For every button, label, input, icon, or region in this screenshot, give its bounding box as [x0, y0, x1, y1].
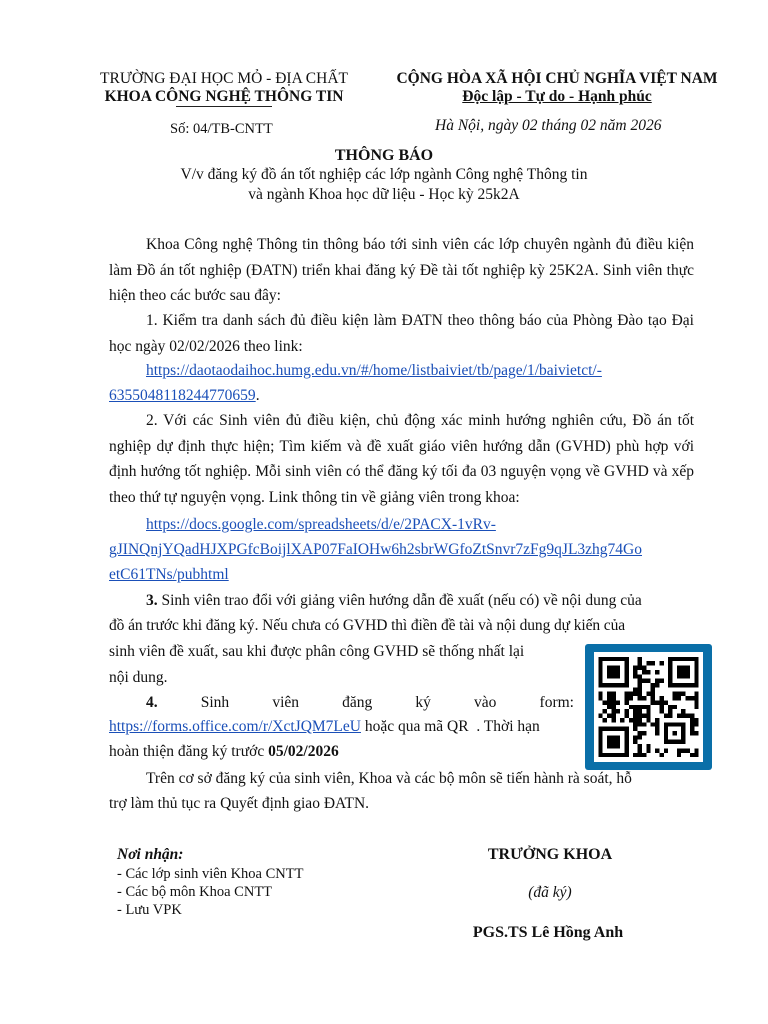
recipient-item: - Các bộ môn Khoa CNTT [117, 884, 273, 900]
step-1-link-continued[interactable]: 6355048118244770659 [109, 387, 256, 404]
notice-subject-line-1: V/v đăng ký đồ án tốt nghiệp các lớp ngành Công nghệ Thông tin [180, 166, 588, 183]
step-4-word: ký [415, 694, 431, 711]
step-4-number: 4. [146, 694, 158, 711]
recipient-item: - Các lớp sinh viên Khoa CNTT [117, 866, 304, 882]
step-3-line-1: Sinh viên trao đổi với giảng viên hướng dẫn đề xuất (nếu có) về nội dung của [161, 592, 642, 609]
notice-subject-line-2: và ngành Khoa học dữ liệu - Học kỳ 25k2A [248, 186, 520, 203]
step-4-line-1 [146, 694, 574, 712]
deadline-date: 05/02/2026 [268, 743, 339, 760]
intro-paragraph: Khoa Công nghệ Thông tin thông báo tới sinh viên các lớp chuyên ngành đủ điều kiện làm Đồ án tốt nghiệp (ĐATN) triển khai đăng ký Đề tài tốt nghiệp kỳ 25K2A. Sinh viên thực hiện theo các bước sau đây: [109, 236, 694, 304]
closing-line-2: trợ làm thủ tục ra Quyết định giao ĐATN. [109, 795, 370, 812]
step-4-qr-text: hoặc qua mã QR . Thời hạn [360, 718, 540, 735]
step-4-word: viên [272, 694, 299, 711]
step-4-word: Sinh [200, 694, 230, 711]
step-1-link[interactable]: https://daotaodaihoc.humg.edu.vn/#/home/listbaiviet/tb/page/1/baivietct/- [146, 362, 602, 379]
qr-code[interactable] [585, 644, 712, 770]
step-2-link-continued[interactable]: gJINQnjYQadHJXPGfcBoijlXAP07FaIOHw6h2sbrWGfoZtSnvr7zFg9qJL3zhg74Go [109, 541, 642, 558]
step-2-link[interactable]: https://docs.google.com/spreadsheets/d/e/2PACX-1vRv- [146, 516, 496, 533]
step-4-word: vào [474, 694, 497, 711]
closing-line-1: Trên cơ sở đăng ký của sinh viên, Khoa và các bộ môn sẽ tiến hành rà soát, hỗ [146, 770, 632, 787]
deadline-label: hoàn thiện đăng ký trước [109, 743, 269, 760]
university-name: TRƯỜNG ĐẠI HỌC MỎ - ĐỊA CHẤT [100, 70, 348, 87]
step-3-line-4: nội dung. [109, 669, 168, 686]
recipients-heading: Nơi nhận: [117, 846, 184, 863]
step-3-line-3: sinh viên đề xuất, sau khi được phân công GVHD sẽ thống nhất lại [109, 643, 525, 660]
step-2-link-end[interactable]: etC61TNs/pubhtml [109, 566, 229, 583]
signer-name: PGS.TS Lê Hồng Anh [472, 924, 624, 941]
step-2-text: 2. Với các Sinh viên đủ điều kiện, chủ động xác minh hướng nghiên cứu, Đồ án tốt nghiệp dự định thực hiện; Tìm kiếm và đề xuất giáo viên hướng dẫn (GVHD) phù hợp với định hướng tốt nghiệp. Mỗi sinh viên có thể đăng ký tối đa 03 nguyện vọng về GVHD và xếp theo thứ tự nguyện vọng. Link thông tin về giảng viên trong khoa: [109, 412, 694, 506]
form-link[interactable]: https://forms.office.com/r/XctJQM7LeU [109, 718, 361, 735]
signature-status: (đã ký) [528, 884, 572, 901]
national-motto: Độc lập - Tự do - Hạnh phúc [462, 88, 652, 105]
header-left-divider [176, 106, 272, 107]
notice-title: THÔNG BÁO [334, 147, 434, 164]
step-3-line-2: đồ án trước khi đăng ký. Nếu chưa có GVHD thì điền đề tài và nội dung dự kiến của [109, 617, 626, 634]
recipient-item: - Lưu VPK [117, 902, 182, 918]
national-title: CỘNG HÒA XÃ HỘI CHỦ NGHĨA VIỆT NAM [396, 70, 718, 87]
document-number: Số: 04/TB-CNTT [170, 121, 273, 137]
step-1-text: 1. Kiểm tra danh sách đủ điều kiện làm ĐATN theo thông báo của Phòng Đào tạo Đại học ngày 02/02/2026 theo link: [109, 312, 694, 355]
step-4-word: form: [539, 694, 574, 711]
step-3-number: 3. [146, 592, 158, 609]
qr-code-icon [594, 652, 703, 762]
signature-title: TRƯỞNG KHOA [487, 846, 613, 863]
document-date: Hà Nội, ngày 02 tháng 02 năm 2026 [435, 117, 662, 134]
step-4-word: đăng [342, 694, 373, 711]
step-1-link-period: . [255, 387, 260, 404]
faculty-name: KHOA CÔNG NGHỆ THÔNG TIN [104, 88, 344, 105]
